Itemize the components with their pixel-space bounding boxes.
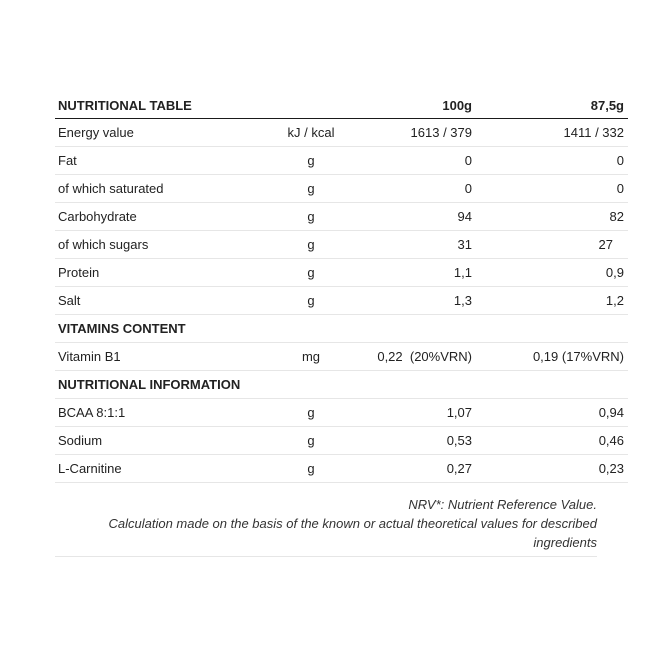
- nutrient-name: L-Carnitine: [55, 455, 262, 483]
- section-header-nutritional-info: [55, 371, 628, 399]
- nutrient-serving: 1,2: [476, 287, 628, 315]
- nutrient-per100: 31: [360, 231, 476, 259]
- nutrient-serving: 82: [476, 203, 628, 231]
- nutrient-serving: 0: [476, 147, 628, 175]
- nutrient-per100: 1,3: [360, 287, 476, 315]
- nutrient-per100: 0: [360, 147, 476, 175]
- nutrient-serving: 0,23: [476, 455, 628, 483]
- footnotes: [55, 495, 597, 557]
- nutrition-table: [55, 92, 628, 483]
- nutrient-name: Salt: [55, 287, 262, 315]
- nutrient-serving: 0,19 (17%VRN): [476, 343, 628, 371]
- table-row: [55, 427, 628, 455]
- nutrient-name: of which sugars: [55, 231, 262, 259]
- table-row: [55, 343, 628, 371]
- table-row: [55, 203, 628, 231]
- table-row: [55, 231, 628, 259]
- nutrient-serving: 0,94: [476, 399, 628, 427]
- calculation-note: Calculation made on the basis of the known or actual theoretical values for described ingredients: [108, 516, 597, 550]
- nutrient-name: of which saturated: [55, 175, 262, 203]
- table-title: NUTRITIONAL TABLE: [55, 92, 262, 119]
- nutrient-per100: 0,27: [360, 455, 476, 483]
- nutrient-name: Vitamin B1: [55, 343, 262, 371]
- nutrient-name: Fat: [55, 147, 262, 175]
- nutrient-serving: 1411 / 332: [476, 119, 628, 147]
- nutrient-unit: g: [262, 427, 360, 455]
- nutrient-per100: 0: [360, 175, 476, 203]
- nutrient-unit: g: [262, 399, 360, 427]
- nutrient-name: Sodium: [55, 427, 262, 455]
- nutrient-per100: 1,07: [360, 399, 476, 427]
- table-row: [55, 119, 628, 147]
- nutrient-serving: 27: [476, 231, 628, 259]
- section-header-vitamins: [55, 315, 628, 343]
- nutrient-unit: g: [262, 147, 360, 175]
- section-title: NUTRITIONAL INFORMATION: [55, 371, 628, 399]
- table-row: [55, 259, 628, 287]
- table-row: [55, 399, 628, 427]
- nutrient-per100: 0,53: [360, 427, 476, 455]
- nutrient-name: BCAA 8:1:1: [55, 399, 262, 427]
- nutrient-unit: kJ / kcal: [262, 119, 360, 147]
- nutrient-per100: 1,1: [360, 259, 476, 287]
- header-serving: 87,5g: [476, 92, 628, 119]
- nutrient-name: Protein: [55, 259, 262, 287]
- nutrient-unit: g: [262, 455, 360, 483]
- header-unit-cell: [262, 92, 360, 119]
- section-title: VITAMINS CONTENT: [55, 315, 628, 343]
- nrv-note: NRV*: Nutrient Reference Value.: [408, 497, 597, 512]
- nutrient-unit: g: [262, 259, 360, 287]
- nutrient-unit: g: [262, 175, 360, 203]
- nutrient-unit: g: [262, 203, 360, 231]
- table-header-row: [55, 92, 628, 119]
- nutrient-name: Carbohydrate: [55, 203, 262, 231]
- header-100g: 100g: [360, 92, 476, 119]
- table-row: [55, 287, 628, 315]
- nutrient-serving: 0: [476, 175, 628, 203]
- nutrient-per100: 94: [360, 203, 476, 231]
- table-row: [55, 175, 628, 203]
- nutrient-per100: 0,22 (20%VRN): [360, 343, 476, 371]
- nutrient-name: Energy value: [55, 119, 262, 147]
- nutrient-unit: g: [262, 231, 360, 259]
- nutrient-unit: mg: [262, 343, 360, 371]
- nutrient-serving: 0,9: [476, 259, 628, 287]
- nutrient-per100: 1613 / 379: [360, 119, 476, 147]
- table-row: [55, 455, 628, 483]
- nutrient-unit: g: [262, 287, 360, 315]
- table-row: [55, 147, 628, 175]
- nutrient-serving: 0,46: [476, 427, 628, 455]
